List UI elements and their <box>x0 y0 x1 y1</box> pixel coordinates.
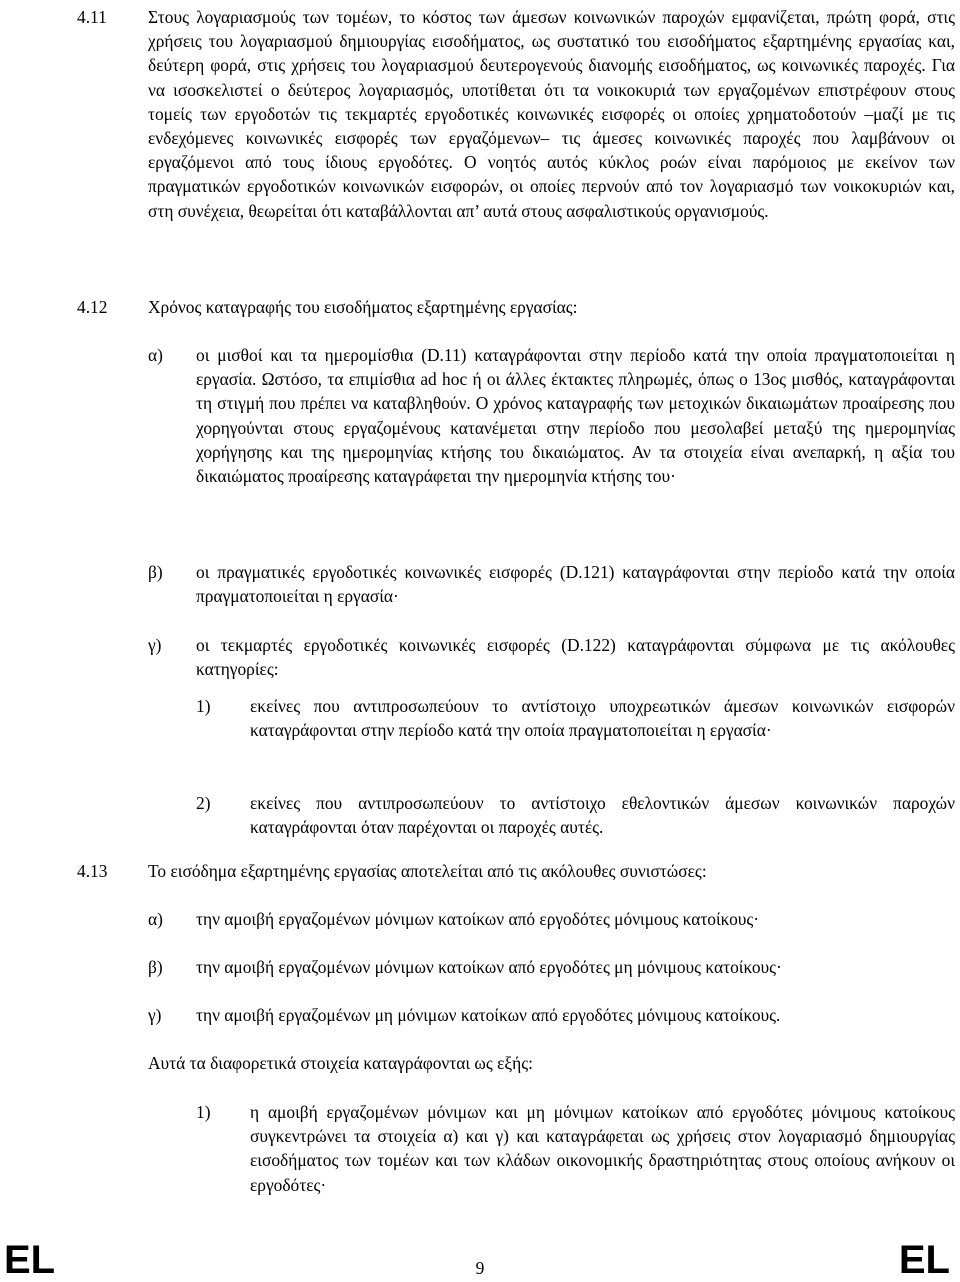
list-item-label: β) <box>148 957 163 977</box>
sub-item-text: εκείνες που αντιπροσωπεύουν το αντίστοιχο υποχρεωτικών άμεσων κοινωνικών εισφορών καταγράφονται στην περίοδο κατά την οποία πραγματοποιείται η εργασία· <box>250 696 955 741</box>
section-heading: Χρόνος καταγραφής του εισοδήματος εξαρτημένης εργασίας: <box>148 297 578 317</box>
list-item-text: οι τεκμαρτές εργοδοτικές κοινωνικές εισφορές (D.122) καταγράφονται σύμφωνα με τις ακόλουθες κατηγορίες: <box>196 635 955 680</box>
sub-item-label: 1) <box>196 1102 211 1122</box>
list-item-text: οι μισθοί και τα ημερομίσθια (D.11) καταγράφονται στην περίοδο κατά την οποία πραγματοποιείται η εργασία. Ωστόσο, τα επιμίσθια ad hoc ή οι άλλες έκτακτες πληρωμές, όπως ο 13ος μισθός, καταγράφονται τη στιγμή που πρέπει να καταβληθούν. Ο χρόνος καταγραφής των μετοχικών δικαιωμάτων προαίρεσης που χορηγούνται στους εργαζομένους κατανέμεται στην περίοδο που μεσολαβεί μεταξύ της ημερομηνίας χορήγησης και της ημερομηνίας κτήσης του δικαιώματος. Αν τα στοιχεία είναι ανεπαρκή, η αξία του δικαιώματος προαίρεσης καταγράφεται την ημερομηνία κτήσης του· <box>196 345 955 487</box>
list-item-text: την αμοιβή εργαζομένων μόνιμων κατοίκων από εργοδότες μόνιμους κατοίκους· <box>196 909 760 929</box>
section-text: Στους λογαριασμούς των τομέων, το κόστος των άμεσων κοινωνικών παροχών εμφανίζεται, πρώτη φορά, στις χρήσεις του λογαριασμού δημιουργίας εισοδήματος, ως συστατικό του εισοδήματος εξαρτημένης εργασίας και, δεύτερη φορά, στις χρήσεις του λογαριασμού δευτερογενούς διανομής εισοδήματος, ως κοινωνικές παροχές. Για να ισοσκελιστεί ο δεύτερος λογαριασμός, υποτίθεται ότι τα νοικοκυριά των εργαζομένων επιστρέφουν στους τομείς των εργοδοτών τις τεκμαρτές εργοδοτικές κοινωνικές εισφορές οι οποίες χρηματοδοτούν –μαζί με τις ενδεχόμενες κοινωνικές εισφορές των εργαζόμενων– τις άμεσες κοινωνικές παροχές που λαμβάνουν οι εργαζόμενοι από τους ίδιους εργοδότες. Ο νοητός αυτός κύκλος ροών είναι παρόμοιος με εκείνον των πραγματικών εργοδοτικών κοινωνικών εισφορών, οι οποίες περνούν από τον λογαριασμό των νοικοκυριών και, στη συνέχεια, θεωρείται ότι καταβάλλονται απ’ αυτά στους ασφαλιστικούς οργανισμούς. <box>148 7 955 221</box>
section-number: 4.12 <box>77 297 108 317</box>
sub-item-label: 1) <box>196 696 211 716</box>
list-item-label: γ) <box>148 635 162 655</box>
sub-item-text: η αμοιβή εργαζομένων μόνιμων και μη μόνιμων κατοίκων από εργοδότες μόνιμους κατοίκους συγκεντρώνει τα στοιχεία α) και γ) και καταγράφεται ως χρήσεις στον λογαριασμό δημιουργίας εισοδήματος των τομέων και των κλάδων οικονομικής δραστηριότητας στους οποίους ανήκουν οι εργοδότες· <box>250 1102 955 1195</box>
section-number: 4.11 <box>77 7 107 27</box>
section-heading: Το εισόδημα εξαρτημένης εργασίας αποτελείται από τις ακόλουθες συνιστώσες: <box>148 861 707 881</box>
list-item-label: α) <box>148 909 163 929</box>
list-item-text: οι πραγματικές εργοδοτικές κοινωνικές εισφορές (D.121) καταγράφονται στην περίοδο κατά την οποία πραγματοποιείται η εργασία· <box>196 562 955 607</box>
sub-item-label: 2) <box>196 793 211 813</box>
sub-item-text: εκείνες που αντιπροσωπεύουν το αντίστοιχο εθελοντικών άμεσων κοινωνικών παροχών καταγράφονται όταν παρέχονται οι παροχές αυτές. <box>250 793 955 838</box>
list-item-text: την αμοιβή εργαζομένων μη μόνιμων κατοίκων από εργοδότες μόνιμους κατοίκους. <box>196 1005 781 1025</box>
footer-language-left: EL <box>4 1238 56 1282</box>
list-item-text: την αμοιβή εργαζομένων μόνιμων κατοίκων από εργοδότες μη μόνιμους κατοίκους· <box>196 957 782 977</box>
list-item-label: α) <box>148 345 163 365</box>
footer-language-right: EL <box>898 1238 950 1282</box>
page-number: 9 <box>475 1258 485 1278</box>
list-item-label: β) <box>148 562 163 582</box>
section-number: 4.13 <box>77 861 108 881</box>
list-item-label: γ) <box>148 1005 162 1025</box>
note-text: Αυτά τα διαφορετικά στοιχεία καταγράφονται ως εξής: <box>148 1053 533 1073</box>
